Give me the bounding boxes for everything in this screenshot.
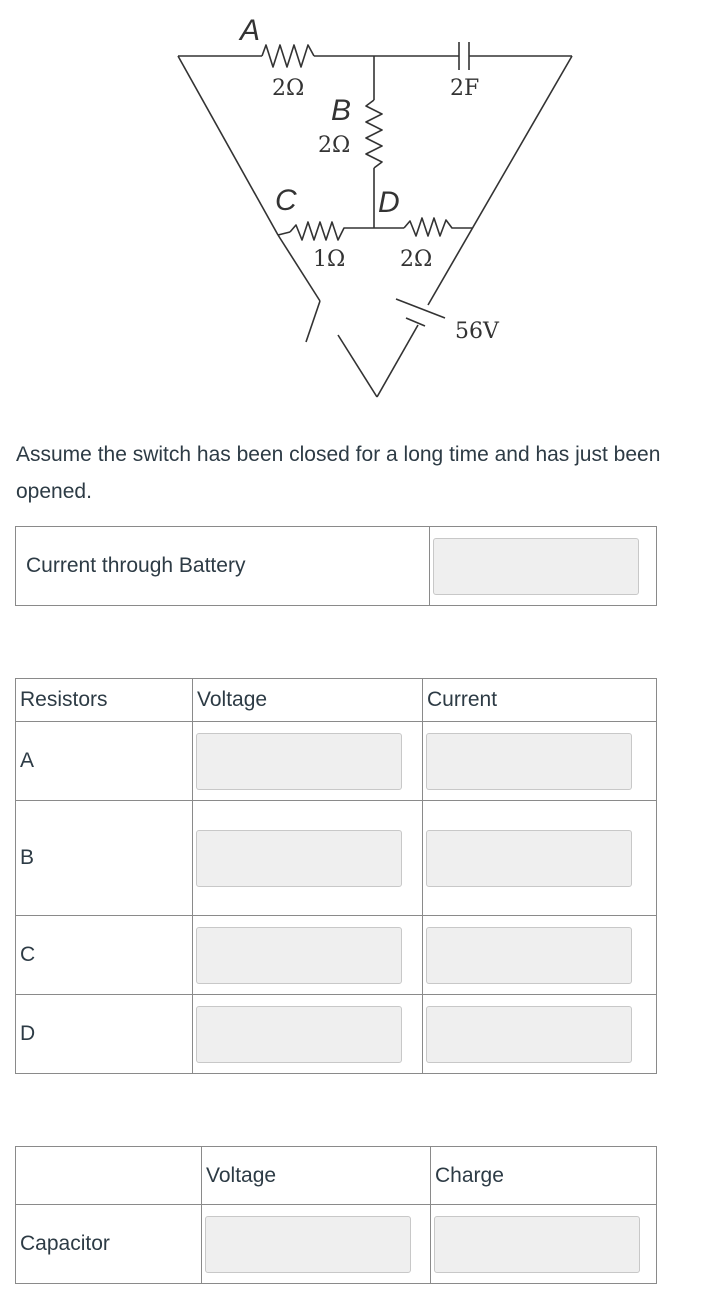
capacitor-voltage-cell bbox=[202, 1205, 431, 1284]
resistor-d-current-cell bbox=[423, 995, 657, 1074]
resistor-c-value: 1Ω bbox=[313, 247, 346, 272]
table-row bbox=[16, 916, 657, 995]
resistor-a-voltage-cell bbox=[193, 722, 423, 801]
resistor-c-label: C bbox=[16, 916, 193, 995]
capacitor-voltage-input[interactable] bbox=[205, 1216, 411, 1273]
capacitor-header-blank bbox=[16, 1147, 202, 1205]
battery-current-label: Current through Battery bbox=[16, 527, 430, 606]
resistor-b-symbol bbox=[366, 100, 382, 168]
battery-row bbox=[16, 527, 657, 606]
resistor-a-letter: A bbox=[240, 14, 261, 47]
capacitor-header-row bbox=[16, 1147, 657, 1205]
resistor-d-value: 2Ω bbox=[400, 247, 433, 272]
resistor-header-row bbox=[16, 679, 657, 722]
resistor-b-voltage-cell bbox=[193, 801, 423, 916]
resistor-a-current-cell bbox=[423, 722, 657, 801]
battery-current-cell bbox=[430, 527, 657, 606]
resistor-c-voltage-input[interactable] bbox=[196, 927, 402, 984]
question-text: Assume the switch has been closed for a long time and has just been opened. bbox=[16, 443, 661, 503]
resistor-b-voltage-input[interactable] bbox=[196, 830, 402, 887]
capacitor-header-voltage: Voltage bbox=[202, 1147, 431, 1205]
capacitor-label: Capacitor bbox=[16, 1205, 202, 1284]
battery-plate-short bbox=[406, 318, 425, 326]
capacitor-table bbox=[15, 1146, 657, 1284]
header-voltage: Voltage bbox=[193, 679, 423, 722]
wire-bottom-left bbox=[338, 335, 377, 397]
resistor-a-current-input[interactable] bbox=[426, 733, 632, 790]
resistor-a-voltage-input[interactable] bbox=[196, 733, 402, 790]
resistor-b-letter: B bbox=[331, 94, 352, 127]
resistor-b-current-input[interactable] bbox=[426, 830, 632, 887]
resistor-d-label: D bbox=[16, 995, 193, 1074]
capacitor-charge-input[interactable] bbox=[434, 1216, 640, 1273]
resistor-d-symbol bbox=[404, 218, 472, 236]
switch-lever bbox=[306, 301, 320, 342]
resistor-d-letter: D bbox=[378, 186, 400, 219]
capacitor-value: 2F bbox=[450, 76, 480, 101]
resistor-c-current-cell bbox=[423, 916, 657, 995]
battery-current-input[interactable] bbox=[433, 538, 639, 595]
circuit-diagram bbox=[0, 0, 724, 420]
resistor-a-value: 2Ω bbox=[272, 76, 305, 101]
resistor-d-current-input[interactable] bbox=[426, 1006, 632, 1063]
resistor-b-value: 2Ω bbox=[318, 133, 351, 158]
resistor-d-voltage-cell bbox=[193, 995, 423, 1074]
header-resistors: Resistors bbox=[16, 679, 193, 722]
wire-left-diagonal bbox=[178, 56, 278, 235]
battery-value: 56V bbox=[455, 319, 499, 344]
resistor-c-voltage-cell bbox=[193, 916, 423, 995]
capacitor-header-charge: Charge bbox=[431, 1147, 657, 1205]
capacitor-row bbox=[16, 1205, 657, 1284]
resistor-a-label: A bbox=[16, 722, 193, 801]
resistor-c-current-input[interactable] bbox=[426, 927, 632, 984]
table-row bbox=[16, 722, 657, 801]
resistor-c-symbol bbox=[290, 222, 355, 240]
resistor-d-voltage-input[interactable] bbox=[196, 1006, 402, 1063]
table-row bbox=[16, 995, 657, 1074]
wire-bottom-right bbox=[377, 325, 418, 397]
wire-c-node bbox=[278, 232, 290, 235]
resistor-b-current-cell bbox=[423, 801, 657, 916]
battery-plate-long bbox=[396, 299, 445, 318]
resistor-b-label: B bbox=[16, 801, 193, 916]
resistor-a-symbol bbox=[262, 45, 314, 67]
resistor-c-letter: C bbox=[275, 184, 297, 217]
resistor-table bbox=[15, 678, 657, 1074]
capacitor-charge-cell bbox=[431, 1205, 657, 1284]
table-row bbox=[16, 801, 657, 916]
battery-table bbox=[15, 526, 657, 606]
header-current: Current bbox=[423, 679, 657, 722]
